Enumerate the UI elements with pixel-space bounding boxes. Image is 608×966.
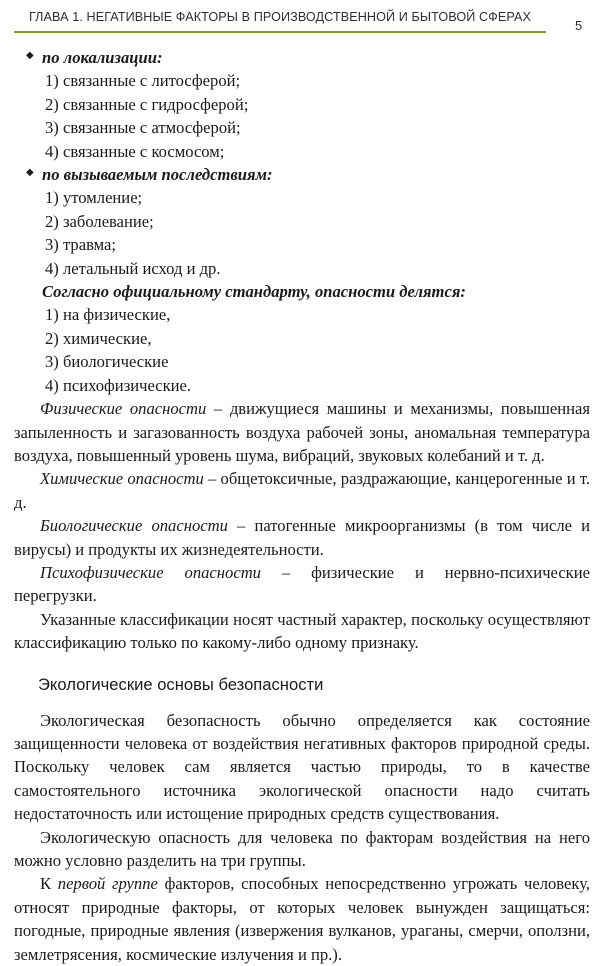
list-item: 2) заболевание;: [45, 211, 154, 231]
section-title: Экологические основы безопасности: [38, 674, 324, 694]
standard-subheading: Согласно официальному стандарту, опасности делятся:: [42, 282, 466, 302]
list-item: 2) химические,: [45, 328, 152, 348]
definition-text: – патогенные микроорганизмы (в том числе и вирусы) и продукты их жизнедеятельности.: [14, 516, 590, 559]
definition-biological: [14, 514, 590, 561]
list-item: 1) на физические,: [45, 305, 171, 325]
definition-physical: [14, 397, 590, 467]
bullet-consequences-title: по вызываемым последствиям:: [42, 165, 273, 185]
list-item: 4) психофизические.: [45, 375, 192, 395]
paragraph-rest: факторов, способных непосредственно угрожать человеку, относят природные факторы, от которых человек вынужден защищаться: погодные, природные явления (извержения вулканов, ураганы, смерчи, оползни, землетрясения, космические излучения и пр.).: [14, 874, 591, 964]
definition-term: Психофизические опасности: [40, 562, 261, 582]
diamond-bullet-icon: ◆: [26, 167, 34, 179]
definition-text: – движущиеся машины и механизмы, повышенная запыленность и загазованность воздуха рабочей зоны, аномальная температура воздуха, повышенный уровень шума, вибраций, звуковых колебаний и т. д.: [14, 399, 590, 465]
emphasis-first-group: первой группе: [57, 874, 158, 894]
page-number: 5: [575, 18, 583, 33]
definition-chemical: [14, 467, 590, 514]
list-item: 3) биологические: [45, 352, 169, 372]
running-header: ГЛАВА 1. НЕГАТИВНЫЕ ФАКТОРЫ В ПРОИЗВОДСТВЕННОЙ И БЫТОВОЙ СФЕРАХ: [28, 10, 532, 24]
definition-term: Биологические опасности: [40, 516, 228, 536]
bullet-localization-title: по локализации:: [42, 48, 163, 67]
definition-text: – общетоксичные, раздражающие, канцерогенные и т. д.: [14, 469, 590, 512]
header-rule: [14, 31, 546, 33]
definition-text: – физические и нервно-психические перегрузки.: [14, 562, 590, 606]
bullet-consequences: [14, 163, 590, 186]
diamond-bullet-icon: ◆: [26, 50, 34, 61]
list-item: 1) связанные с литосферой;: [45, 71, 241, 91]
list-item: 3) связанные с атмосферой;: [45, 118, 241, 138]
paragraph: Экологическую опасность для человека по факторам воздействия на него можно условно разделить на три группы.: [14, 827, 590, 870]
classification-note: Указанные классификации носят частный характер, поскольку осуществляют классификацию только по какому-либо одному признаку.: [14, 609, 590, 653]
paragraph: Экологическая безопасность обычно определяется как состояние защищенности человека от воздействия негативных факторов природной среды. Поскольку человек сам является частью природы, то в качестве самостоятельного источника экологической опасности надо считать недостаточность или истощение природных средств существования.: [14, 710, 590, 824]
definition-psychophysical: [14, 561, 590, 608]
list-item: 4) связанные с космосом;: [45, 141, 225, 161]
bullet-localization: [14, 46, 590, 69]
definition-term: Физические опасности: [40, 399, 207, 419]
list-item: 4) летальный исход и др.: [45, 258, 221, 278]
paragraph-lead: К: [40, 874, 58, 894]
paragraph-first-group: [14, 872, 590, 966]
page-body: [14, 46, 590, 966]
definition-term: Химические опасности: [40, 469, 204, 489]
list-item: 2) связанные с гидросферой;: [45, 94, 249, 114]
list-item: 1) утомление;: [45, 188, 143, 208]
list-item: 3) травма;: [45, 235, 117, 255]
